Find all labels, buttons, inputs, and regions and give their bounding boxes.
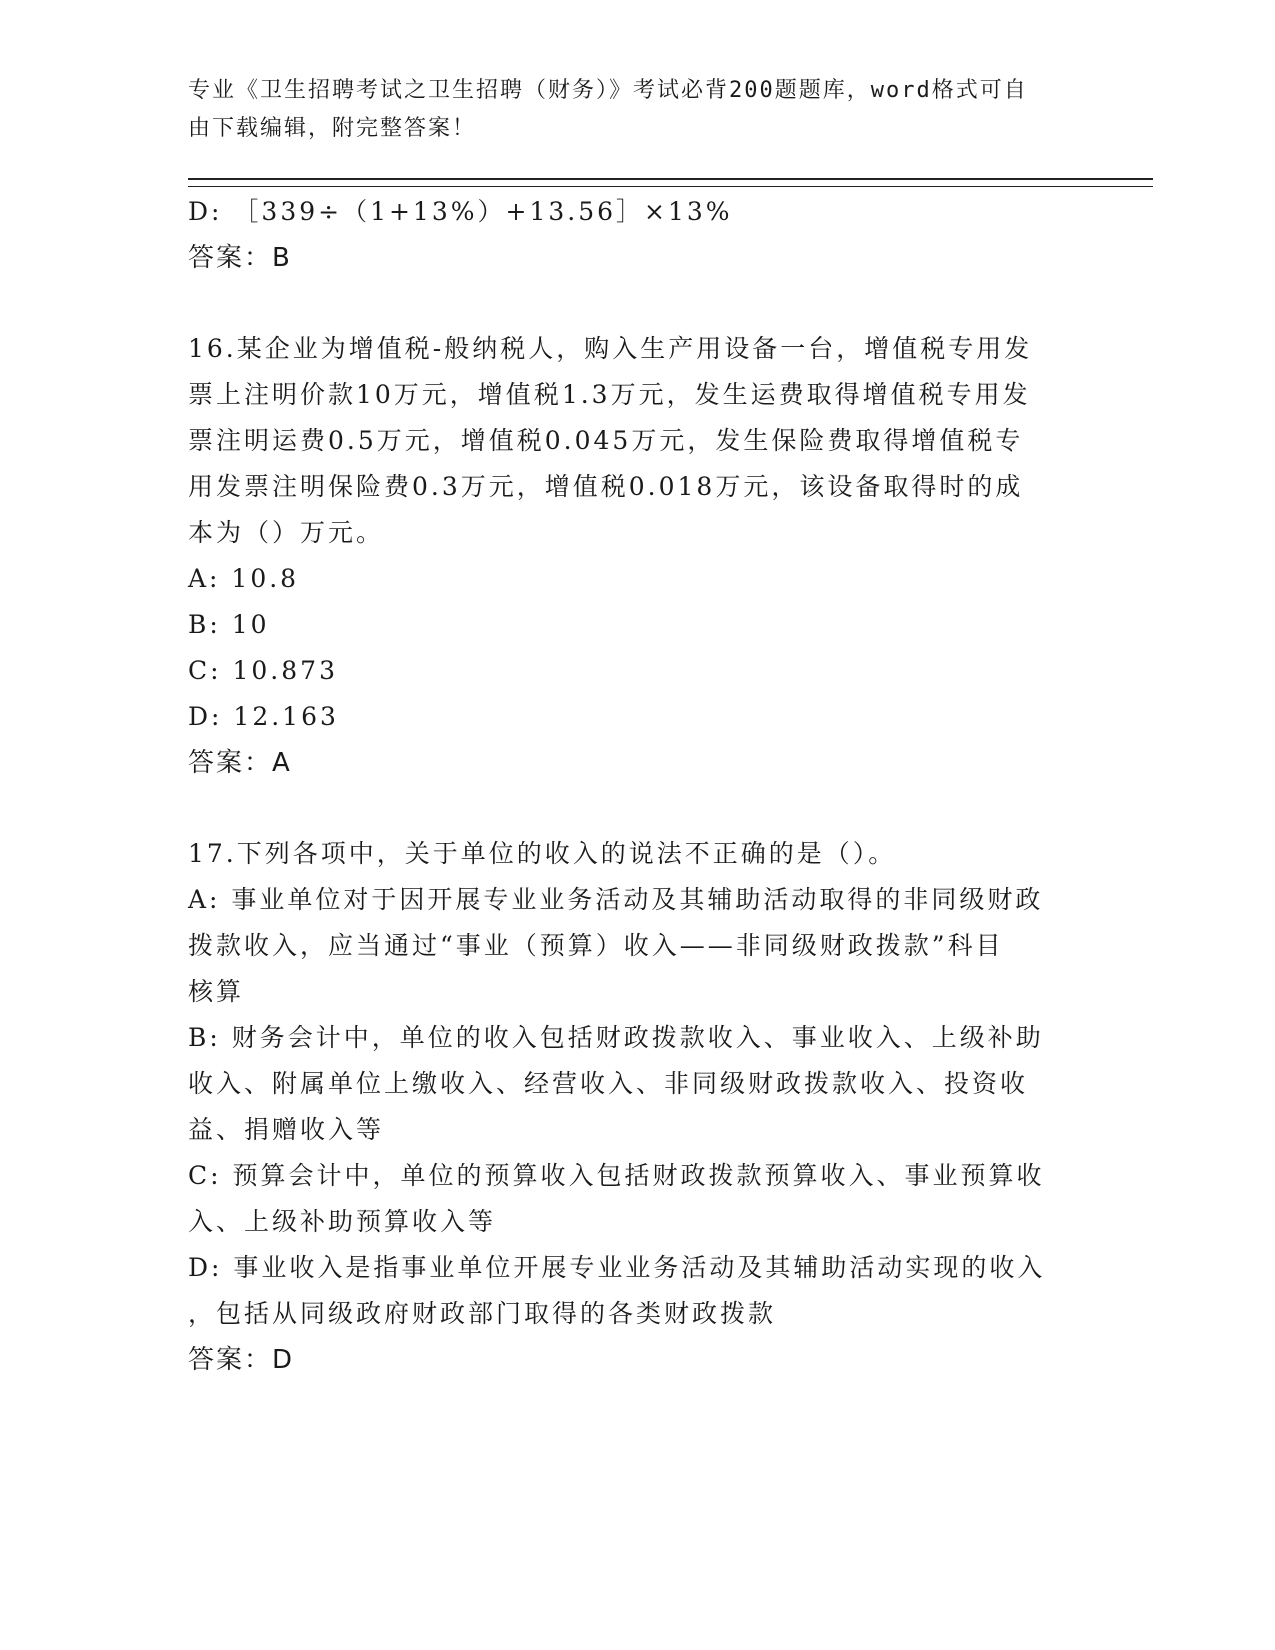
- option-b: B: 财务会计中，单位的收入包括财政拨款收入、事业收入、上级补助: [188, 1023, 1044, 1052]
- question-stem-line: 本为（）万元。: [188, 518, 385, 547]
- question-16: [188, 326, 1088, 786]
- option-a: A: 事业单位对于因开展专业业务活动及其辅助活动取得的非同级财政: [188, 885, 1044, 914]
- option-c: C: 10.873: [188, 656, 338, 685]
- question-17: [188, 831, 1088, 1383]
- option-d: D: 12.163: [188, 702, 339, 731]
- option-d: D: ［339÷（1+13%）+13.56］×13%: [188, 197, 733, 226]
- previous-question-tail: [188, 189, 1088, 281]
- header-line-1: 专业《卫生招聘考试之卫生招聘（财务）》考试必背200题题库，word格式可自: [188, 78, 1028, 103]
- option-d: ，包括从同级政府财政部门取得的各类财政拨款: [188, 1299, 777, 1328]
- document-body: [188, 189, 1088, 1383]
- option-a: A: 10.8: [188, 564, 300, 593]
- answer-line: 答案：A: [188, 748, 292, 778]
- answer-line: 答案：D: [188, 1345, 295, 1375]
- page-header: [188, 72, 1068, 148]
- option-c: 入、上级补助预算收入等: [188, 1207, 497, 1236]
- question-stem-line: 票注明运费0.5万元，增值税0.045万元，发生保险费取得增值税专: [188, 426, 1024, 455]
- question-stem-line: 17.下列各项中，关于单位的收入的说法不正确的是（）。: [188, 839, 897, 868]
- spacer: [188, 786, 1088, 831]
- header-line-2: 由下载编辑，附完整答案！: [188, 116, 477, 141]
- option-a: 拨款收入，应当通过“事业（预算）收入——非同级财政拨款”科目: [188, 931, 1004, 960]
- option-b: 益、捐赠收入等: [188, 1115, 385, 1144]
- question-stem-line: 票上注明价款10万元，增值税1.3万元，发生运费取得增值税专用发: [188, 380, 1031, 409]
- question-stem-line: 用发票注明保险费0.3万元，增值税0.018万元，该设备取得时的成: [188, 472, 1024, 501]
- answer-line: 答案：B: [188, 243, 292, 273]
- option-c: C: 预算会计中，单位的预算收入包括财政拨款预算收入、事业预算收: [188, 1161, 1045, 1190]
- option-a: 核算: [188, 977, 245, 1006]
- header-divider: [188, 178, 1153, 187]
- option-d: D: 事业收入是指事业单位开展专业业务活动及其辅助活动实现的收入: [188, 1253, 1046, 1282]
- question-stem-line: 16.某企业为增值税-般纳税人，购入生产用设备一台，增值税专用发: [188, 334, 1033, 363]
- option-b: 收入、附属单位上缴收入、经营收入、非同级财政拨款收入、投资收: [188, 1069, 1029, 1098]
- spacer: [188, 281, 1088, 326]
- option-b: B: 10: [188, 610, 270, 639]
